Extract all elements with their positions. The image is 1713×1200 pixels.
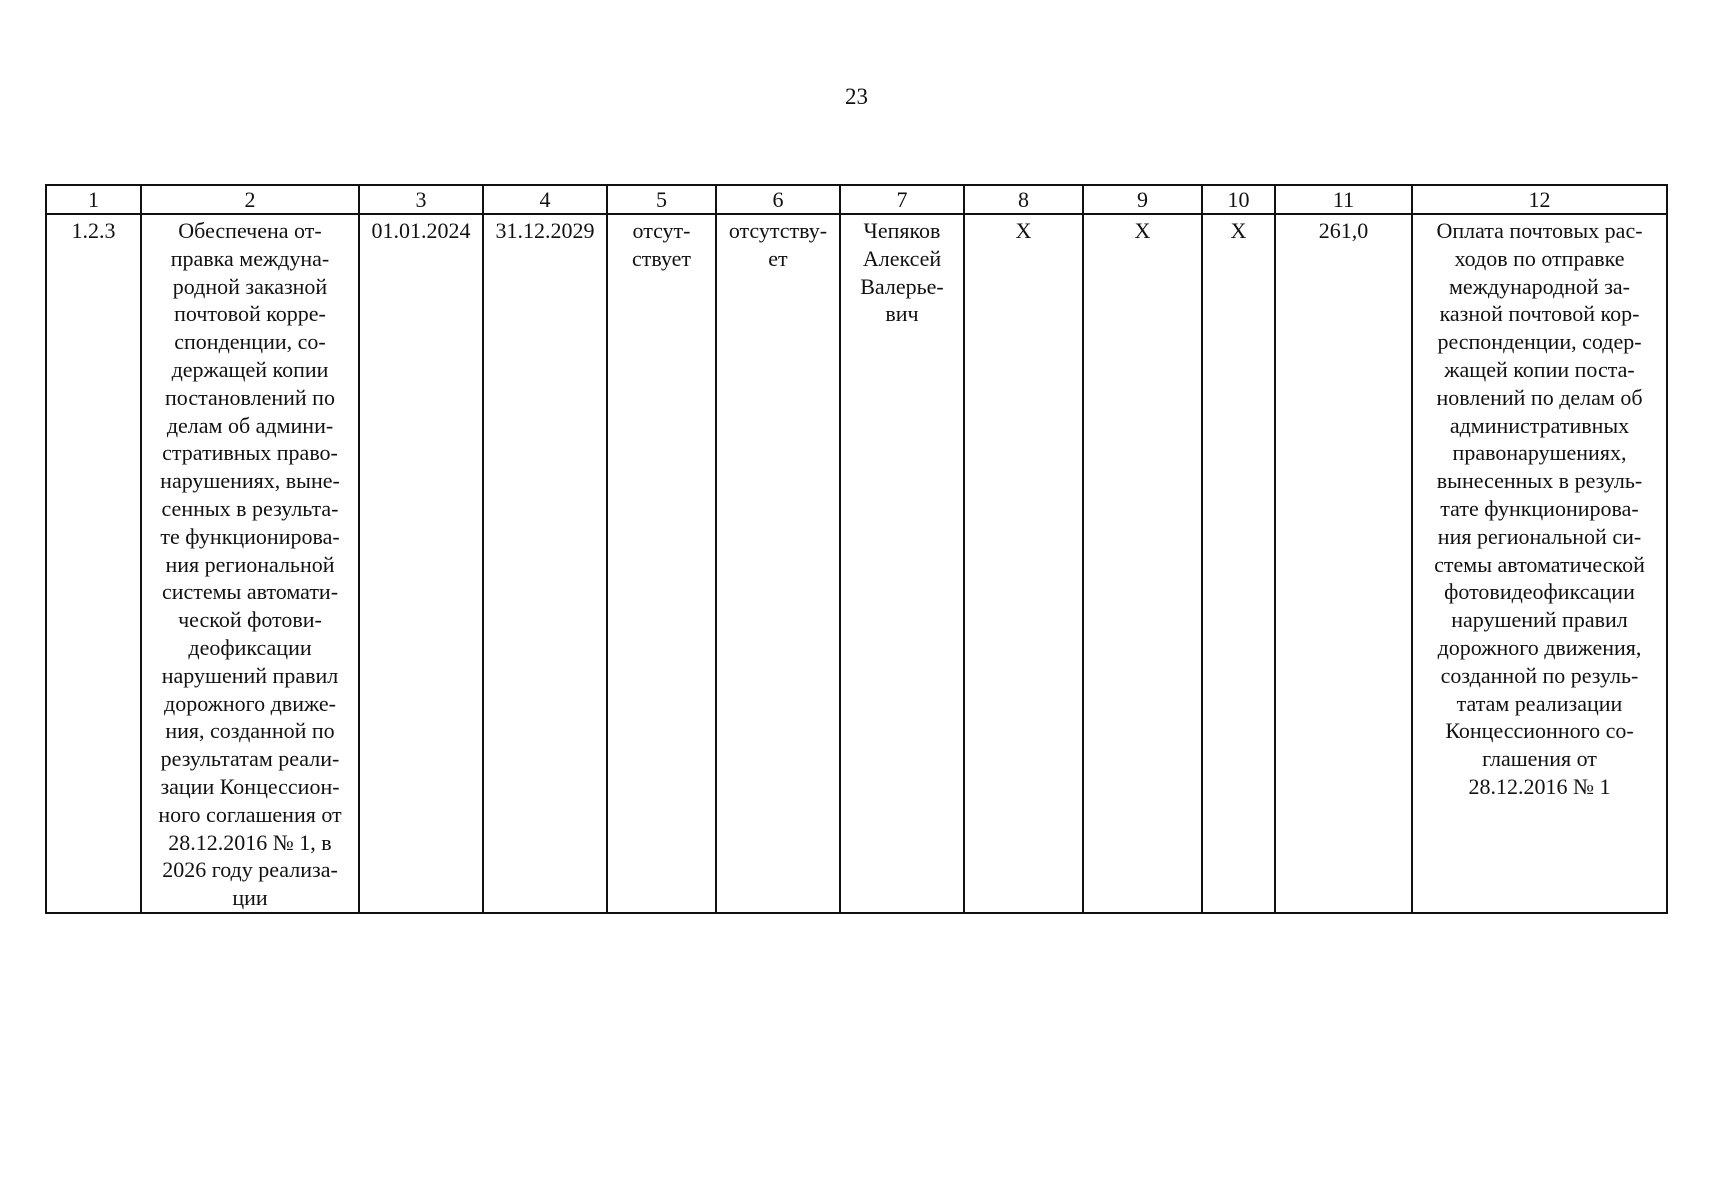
start-date-cell — [359, 214, 483, 913]
column-header-6: 6 — [716, 185, 840, 214]
column-5-cell — [607, 214, 716, 913]
column-header-4: 4 — [483, 185, 607, 214]
column-6-value: отсутству- ет — [728, 218, 828, 271]
item-number-cell — [46, 214, 141, 913]
column-8-value: X — [1015, 218, 1032, 243]
column-header-5: 5 — [607, 185, 716, 214]
column-header-8: 8 — [964, 185, 1083, 214]
end-date-cell — [483, 214, 607, 913]
column-header-12: 12 — [1412, 185, 1667, 214]
column-header-3: 3 — [359, 185, 483, 214]
column-header-2: 2 — [141, 185, 359, 214]
event-description: Обеспечена от- правка междуна- родной заказной почтовой корре- спонденции, со- держащей копии постановлений по делам об админи- стративных право- нарушениях, выне- сенных в результа- те функционирова- ния региональной системы автомати- ческой фотови- деофиксации нарушений правил дорожного движе- ния, созданной по результатам реали- зации Концессион- ного соглашения от 28.12.2016 № 1, в 2026 году реализа- ции — [158, 218, 342, 911]
column-6-cell — [716, 214, 840, 913]
start-date: 01.01.2024 — [371, 218, 471, 243]
column-header-9: 9 — [1083, 185, 1202, 214]
result-description-cell — [1412, 214, 1667, 913]
plan-table — [45, 184, 1668, 914]
page-number: 23 — [845, 84, 868, 109]
event-description-cell — [141, 214, 359, 913]
item-number: 1.2.3 — [71, 218, 116, 243]
column-header-7: 7 — [840, 185, 964, 214]
column-10-value: X — [1230, 218, 1247, 243]
column-9-value: X — [1134, 218, 1151, 243]
responsible-person: Чепяков Алексей Валерье- вич — [860, 218, 944, 327]
column-8-cell — [964, 214, 1083, 913]
result-description: Оплата почтовых рас- ходов по отправке международной за- казной почтовой кор- респонденции, содер- жащей копии поста- новлений по делам об административных правонарушениях, вынесенных в резуль- тате функционирова- ния региональной си- стемы автоматической фотовидеофиксации нарушений правил дорожного движения, созданной по резуль- татам реализации Концессионного со- глашения от 28.12.2016 № 1 — [1434, 218, 1645, 799]
column-5-value: отсут- ствует — [631, 218, 692, 271]
column-9-cell — [1083, 214, 1202, 913]
end-date: 31.12.2029 — [495, 218, 595, 243]
column-header-1: 1 — [46, 185, 141, 214]
column-header-10: 10 — [1202, 185, 1275, 214]
amount-cell — [1275, 214, 1412, 913]
responsible-person-cell — [840, 214, 964, 913]
header-row — [46, 185, 1667, 214]
amount: 261,0 — [1318, 218, 1369, 243]
table-row — [46, 214, 1667, 913]
column-header-11: 11 — [1275, 185, 1412, 214]
column-10-cell — [1202, 214, 1275, 913]
